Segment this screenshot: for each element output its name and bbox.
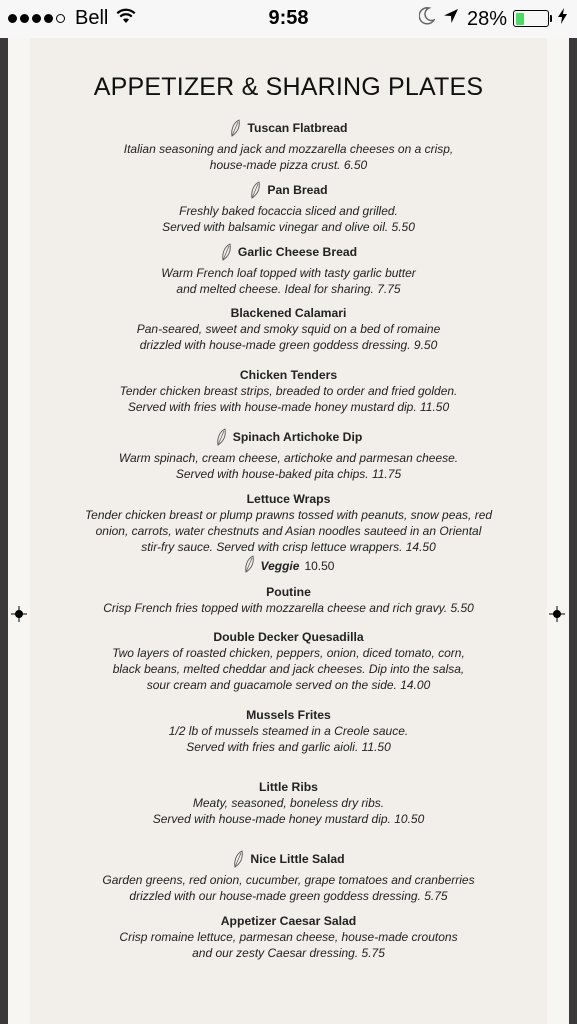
menu-item-description: Italian seasoning and jack and mozzarella cheeses on a crisp, house-made pizza crust. 6.50 xyxy=(123,142,454,172)
menu-item xyxy=(30,628,547,693)
menu-item xyxy=(30,490,547,574)
battery-level xyxy=(516,13,525,25)
menu-item-name: Nice Little Salad xyxy=(250,852,345,866)
charging-bolt-icon xyxy=(558,8,567,29)
menu-page xyxy=(30,38,547,1024)
menu-item-name-row xyxy=(221,913,356,929)
menu-item-name: Appetizer Caesar Salad xyxy=(220,914,357,928)
menu-item xyxy=(30,428,547,483)
menu-item xyxy=(30,912,547,962)
veggie-option-label: Veggie xyxy=(260,559,300,574)
document-viewer[interactable] xyxy=(0,38,577,1024)
menu-item-name-row xyxy=(229,119,347,137)
battery-icon xyxy=(513,10,549,27)
menu-item xyxy=(30,119,547,174)
veggie-leaf-icon xyxy=(232,850,244,868)
menu-item-name: Little Ribs xyxy=(259,780,318,794)
menu-item-description: Two layers of roasted chicken, peppers, onion, diced tomato, corn, black beans, melted cheddar and jack cheeses. Dip into the salsa, sour cream and guacamole served on the side. 14.00 xyxy=(112,646,465,692)
menu-item xyxy=(30,706,547,756)
veggie-option-price: 10.50 xyxy=(304,559,335,574)
veggie-leaf-icon xyxy=(220,243,232,261)
menu-item-name-row xyxy=(249,181,327,199)
veggie-leaf-icon xyxy=(243,555,255,573)
veggie-leaf-icon xyxy=(249,181,261,199)
status-right xyxy=(419,7,567,30)
menu-item xyxy=(30,304,547,354)
menu-item xyxy=(30,366,547,416)
menu-item-name-row xyxy=(240,367,337,383)
crosshair-marker-icon xyxy=(11,606,27,622)
menu-item-name: Chicken Tenders xyxy=(239,368,338,382)
menu-item-name: Double Decker Quesadilla xyxy=(213,630,364,644)
menu-item-description: Garden greens, red onion, cucumber, grape tomatoes and cranberries drizzled with our house-made green goddess dressing. 5.75 xyxy=(102,873,475,903)
clock: 9:58 xyxy=(268,7,309,29)
menu-item-description: Tender chicken breast strips, breaded to order and fried golden. Served with fries with house-made honey mustard dip. 11.50 xyxy=(119,384,458,414)
location-arrow-icon xyxy=(443,8,459,29)
menu-item xyxy=(30,583,547,617)
menu-item-name: Tuscan Flatbread xyxy=(247,121,348,135)
menu-item-name-row xyxy=(215,428,363,446)
menu-item-name-row xyxy=(259,779,318,795)
menu-item-name: Lettuce Wraps xyxy=(246,492,331,506)
menu-item-name-row xyxy=(231,305,347,321)
veggie-leaf-icon xyxy=(229,119,241,137)
menu-item-description: Crisp French fries topped with mozzarella cheese and rich gravy. 5.50 xyxy=(103,601,474,615)
menu-item-description: Warm spinach, cream cheese, artichoke and parmesan cheese. Served with house-baked pita chips. 11.75 xyxy=(118,451,459,481)
battery-percent: 28% xyxy=(466,7,507,30)
menu-item-name: Blackened Calamari xyxy=(230,306,347,320)
menu-item-description: Warm French loaf topped with tasty garlic butter and melted cheese. Ideal for sharing. 7.75 xyxy=(161,266,416,296)
menu-item-name: Poutine xyxy=(266,585,311,599)
menu-item-name: Pan Bread xyxy=(267,183,328,197)
menu-item-description: Crisp romaine lettuce, parmesan cheese, house-made croutons and our zesty Caesar dressing. 5.75 xyxy=(119,930,458,960)
crosshair-marker-icon xyxy=(549,606,565,622)
veggie-option xyxy=(30,555,547,574)
menu-title: APPETIZER & SHARING PLATES xyxy=(93,73,484,101)
menu-item-description: Meaty, seasoned, boneless dry ribs. Served with house-made honey mustard dip. 10.50 xyxy=(152,796,425,826)
menu-item-name: Spinach Artichoke Dip xyxy=(232,430,363,444)
status-bar xyxy=(0,0,577,38)
menu-item-description: Pan-seared, sweet and smoky squid on a bed of romaine drizzled with house-made green goddess dressing. 9.50 xyxy=(136,322,441,352)
menu-item-name-row xyxy=(232,850,344,868)
menu-item-name: Mussels Frites xyxy=(246,708,331,722)
menu-item-name-row xyxy=(220,243,357,261)
moon-icon xyxy=(419,7,435,30)
menu-item-description: 1/2 lb of mussels steamed in a Creole sauce. Served with fries and garlic aioli. 11.50 xyxy=(168,724,409,754)
menu-item xyxy=(30,778,547,828)
menu-item-description: Freshly baked focaccia sliced and grilled. Served with balsamic vinegar and olive oil. 5.50 xyxy=(162,204,415,234)
battery-cap xyxy=(550,15,552,22)
menu-item-name-row xyxy=(247,491,331,507)
menu-item-description: Tender chicken breast or plump prawns tossed with peanuts, snow peas, red onion, carrots, water chestnuts and Asian noodles sauteed in an Oriental stir-fry sauce. Served with crisp lettuce wrappers. 14.50 xyxy=(84,508,493,554)
menu-item-name: Garlic Cheese Bread xyxy=(237,245,358,259)
menu-item-name-row xyxy=(266,584,311,600)
menu-item-name-row xyxy=(246,707,331,723)
veggie-leaf-icon xyxy=(215,428,227,446)
menu-item xyxy=(30,243,547,298)
menu-item-name-row xyxy=(213,629,363,645)
carrier-name: Bell xyxy=(75,7,109,29)
menu-item xyxy=(30,850,547,905)
menu-item xyxy=(30,181,547,236)
